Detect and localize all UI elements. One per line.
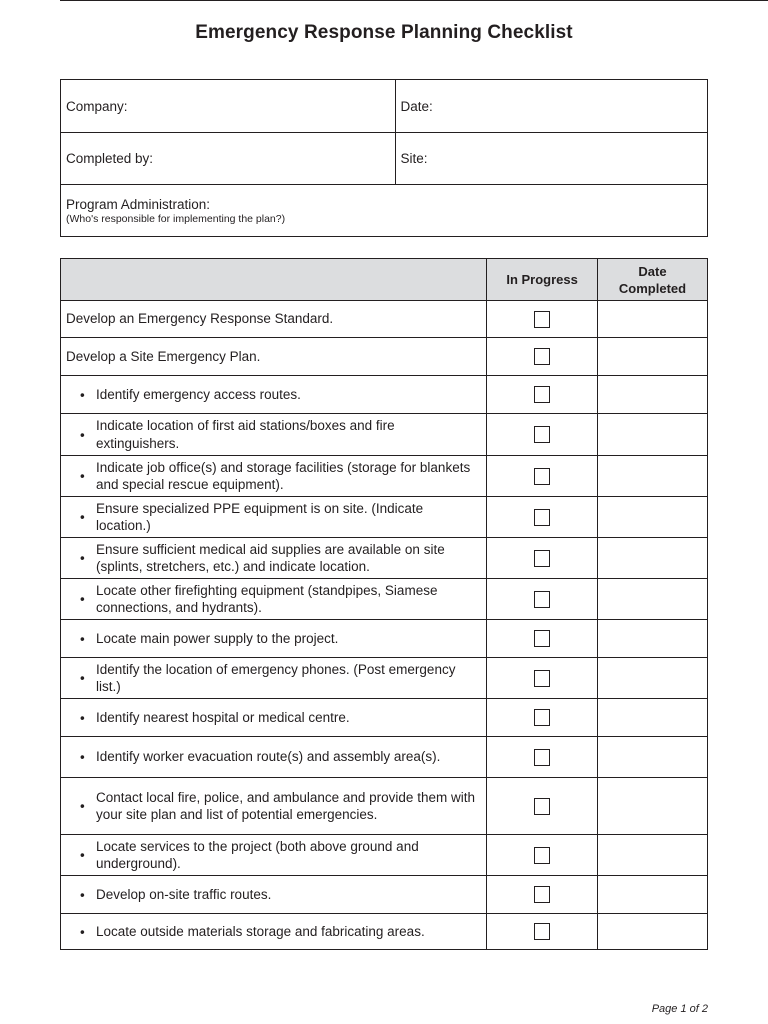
bullet-icon: • (80, 550, 85, 566)
checklist-row (61, 579, 708, 620)
checklist-item-text: Locate services to the project (both above ground and underground). (96, 838, 419, 871)
date-completed-cell[interactable] (598, 301, 708, 338)
checklist-item (61, 301, 487, 338)
checklist-row (61, 699, 708, 737)
in-progress-cell (487, 338, 598, 376)
page-number: Page 1 of 2 (651, 1003, 708, 1015)
checklist-row (61, 658, 708, 699)
checklist-item-text: Identify worker evacuation route(s) and assembly area(s). (96, 749, 441, 765)
bullet-icon: • (80, 886, 85, 902)
checklist-item-text: Ensure specialized PPE equipment is on site. (Indicate location.) (96, 500, 424, 533)
checklist-row (61, 456, 708, 497)
bullet-icon: • (80, 847, 85, 863)
top-rule (60, 0, 768, 1)
in-progress-checkbox[interactable] (534, 509, 550, 526)
date-completed-cell[interactable] (598, 914, 708, 950)
checklist-row (61, 778, 708, 835)
checklist-row (61, 620, 708, 658)
bullet-icon: • (80, 923, 85, 939)
date-completed-cell[interactable] (598, 699, 708, 737)
checklist-row (61, 414, 708, 456)
date-completed-cell[interactable] (598, 579, 708, 620)
bullet-icon: • (80, 630, 85, 646)
in-progress-checkbox[interactable] (534, 630, 550, 647)
program-admin-field[interactable] (61, 185, 708, 237)
in-progress-checkbox[interactable] (534, 670, 550, 687)
in-progress-cell (487, 301, 598, 338)
checklist-item (61, 456, 487, 497)
checklist-item (61, 699, 487, 737)
checklist-item (61, 497, 487, 538)
checklist-item-text: Identify emergency access routes. (96, 386, 301, 402)
date-label: Date: (400, 98, 433, 114)
in-progress-checkbox[interactable] (534, 311, 550, 328)
date-completed-cell[interactable] (598, 778, 708, 835)
bullet-icon: • (80, 670, 85, 686)
program-admin-note: (Who's responsible for implementing the plan?) (66, 212, 286, 225)
date-completed-cell[interactable] (598, 658, 708, 699)
checklist-item-text: Locate main power supply to the project. (96, 630, 339, 646)
date-completed-cell[interactable] (598, 456, 708, 497)
date-completed-header (598, 259, 708, 301)
checklist-item (61, 338, 487, 376)
date-completed-cell[interactable] (598, 620, 708, 658)
in-progress-cell (487, 737, 598, 778)
program-admin-label: Program Administration: (66, 196, 211, 212)
date-completed-cell[interactable] (598, 835, 708, 876)
in-progress-cell (487, 620, 598, 658)
site-field[interactable] (395, 133, 708, 185)
in-progress-cell (487, 414, 598, 456)
date-completed-cell[interactable] (598, 497, 708, 538)
date-completed-cell[interactable] (598, 538, 708, 579)
in-progress-checkbox[interactable] (534, 591, 550, 608)
bullet-icon: • (80, 509, 85, 525)
in-progress-cell (487, 579, 598, 620)
in-progress-checkbox[interactable] (534, 847, 550, 864)
checklist-row (61, 835, 708, 876)
date-completed-header-text: Date Completed (618, 263, 687, 296)
bullet-icon: • (80, 709, 85, 725)
completed-by-field[interactable] (61, 133, 396, 185)
checklist-item-text: Contact local fire, police, and ambulance and provide them with your site plan and list of potential emergencies. (96, 789, 475, 822)
in-progress-cell (487, 699, 598, 737)
checklist-item (61, 376, 487, 414)
in-progress-cell (487, 497, 598, 538)
in-progress-cell (487, 876, 598, 914)
in-progress-checkbox[interactable] (534, 468, 550, 485)
completed-by-label: Completed by: (66, 151, 154, 166)
in-progress-cell (487, 835, 598, 876)
checklist-item (61, 414, 487, 456)
bullet-icon: • (80, 426, 85, 442)
checklist-item (61, 914, 487, 950)
checklist-item-text: Develop on-site traffic routes. (96, 886, 272, 902)
checklist-table (60, 258, 708, 950)
checklist-row (61, 876, 708, 914)
checklist-item-text: Develop a Site Emergency Plan. (66, 348, 261, 364)
bullet-icon: • (80, 386, 85, 402)
in-progress-checkbox[interactable] (534, 348, 550, 365)
checklist-row (61, 301, 708, 338)
checklist-row (61, 376, 708, 414)
info-table (60, 79, 708, 237)
in-progress-checkbox[interactable] (534, 426, 550, 443)
date-completed-cell[interactable] (598, 876, 708, 914)
in-progress-checkbox[interactable] (534, 550, 550, 567)
company-label: Company: (66, 98, 128, 114)
in-progress-checkbox[interactable] (534, 886, 550, 903)
bullet-icon: • (80, 749, 85, 765)
company-field[interactable] (61, 80, 396, 133)
checklist-item (61, 579, 487, 620)
page-title: Emergency Response Planning Checklist (195, 22, 573, 43)
checklist-item-text: Indicate job office(s) and storage facilities (storage for blankets and special rescue equipment). (96, 459, 471, 492)
checklist-row (61, 538, 708, 579)
in-progress-cell (487, 658, 598, 699)
in-progress-cell (487, 376, 598, 414)
date-completed-cell[interactable] (598, 338, 708, 376)
in-progress-checkbox[interactable] (534, 386, 550, 403)
checklist-item (61, 778, 487, 835)
checklist-item-text: Locate other firefighting equipment (standpipes, Siamese connections, and hydrants). (96, 582, 438, 615)
date-completed-cell[interactable] (598, 414, 708, 456)
checklist-item (61, 620, 487, 658)
in-progress-checkbox[interactable] (534, 798, 550, 815)
in-progress-cell (487, 538, 598, 579)
in-progress-cell (487, 914, 598, 950)
date-field[interactable] (395, 80, 708, 133)
checklist-item-text: Identify nearest hospital or medical centre. (96, 709, 350, 725)
in-progress-cell (487, 456, 598, 497)
checklist-item-text: Locate outside materials storage and fabricating areas. (96, 923, 425, 939)
checklist-item (61, 737, 487, 778)
checklist-item-text: Ensure sufficient medical aid supplies are available on site (splints, stretchers, etc.) and indicate location. (96, 541, 445, 574)
bullet-icon: • (80, 591, 85, 607)
bullet-icon: • (80, 468, 85, 484)
checklist-item (61, 538, 487, 579)
site-label: Site: (400, 151, 428, 166)
checklist-item (61, 835, 487, 876)
in-progress-checkbox[interactable] (534, 749, 550, 766)
checklist-row (61, 914, 708, 950)
checklist-item-text: Develop an Emergency Response Standard. (66, 311, 334, 327)
in-progress-checkbox[interactable] (534, 709, 550, 726)
date-completed-cell[interactable] (598, 376, 708, 414)
in-progress-checkbox[interactable] (534, 923, 550, 940)
checklist-row (61, 497, 708, 538)
checklist-body (61, 301, 708, 950)
bullet-icon: • (80, 798, 85, 814)
date-completed-cell[interactable] (598, 737, 708, 778)
checklist-item-text: Indicate location of first aid stations/boxes and fire extinguishers. (96, 418, 395, 451)
checklist-row (61, 737, 708, 778)
checklist-item (61, 876, 487, 914)
checklist-item-text: Identify the location of emergency phones. (Post emergency list.) (96, 661, 456, 694)
in-progress-header: In Progress (487, 259, 598, 301)
checklist-row (61, 338, 708, 376)
in-progress-cell (487, 778, 598, 835)
item-header (61, 259, 487, 301)
checklist-item (61, 658, 487, 699)
